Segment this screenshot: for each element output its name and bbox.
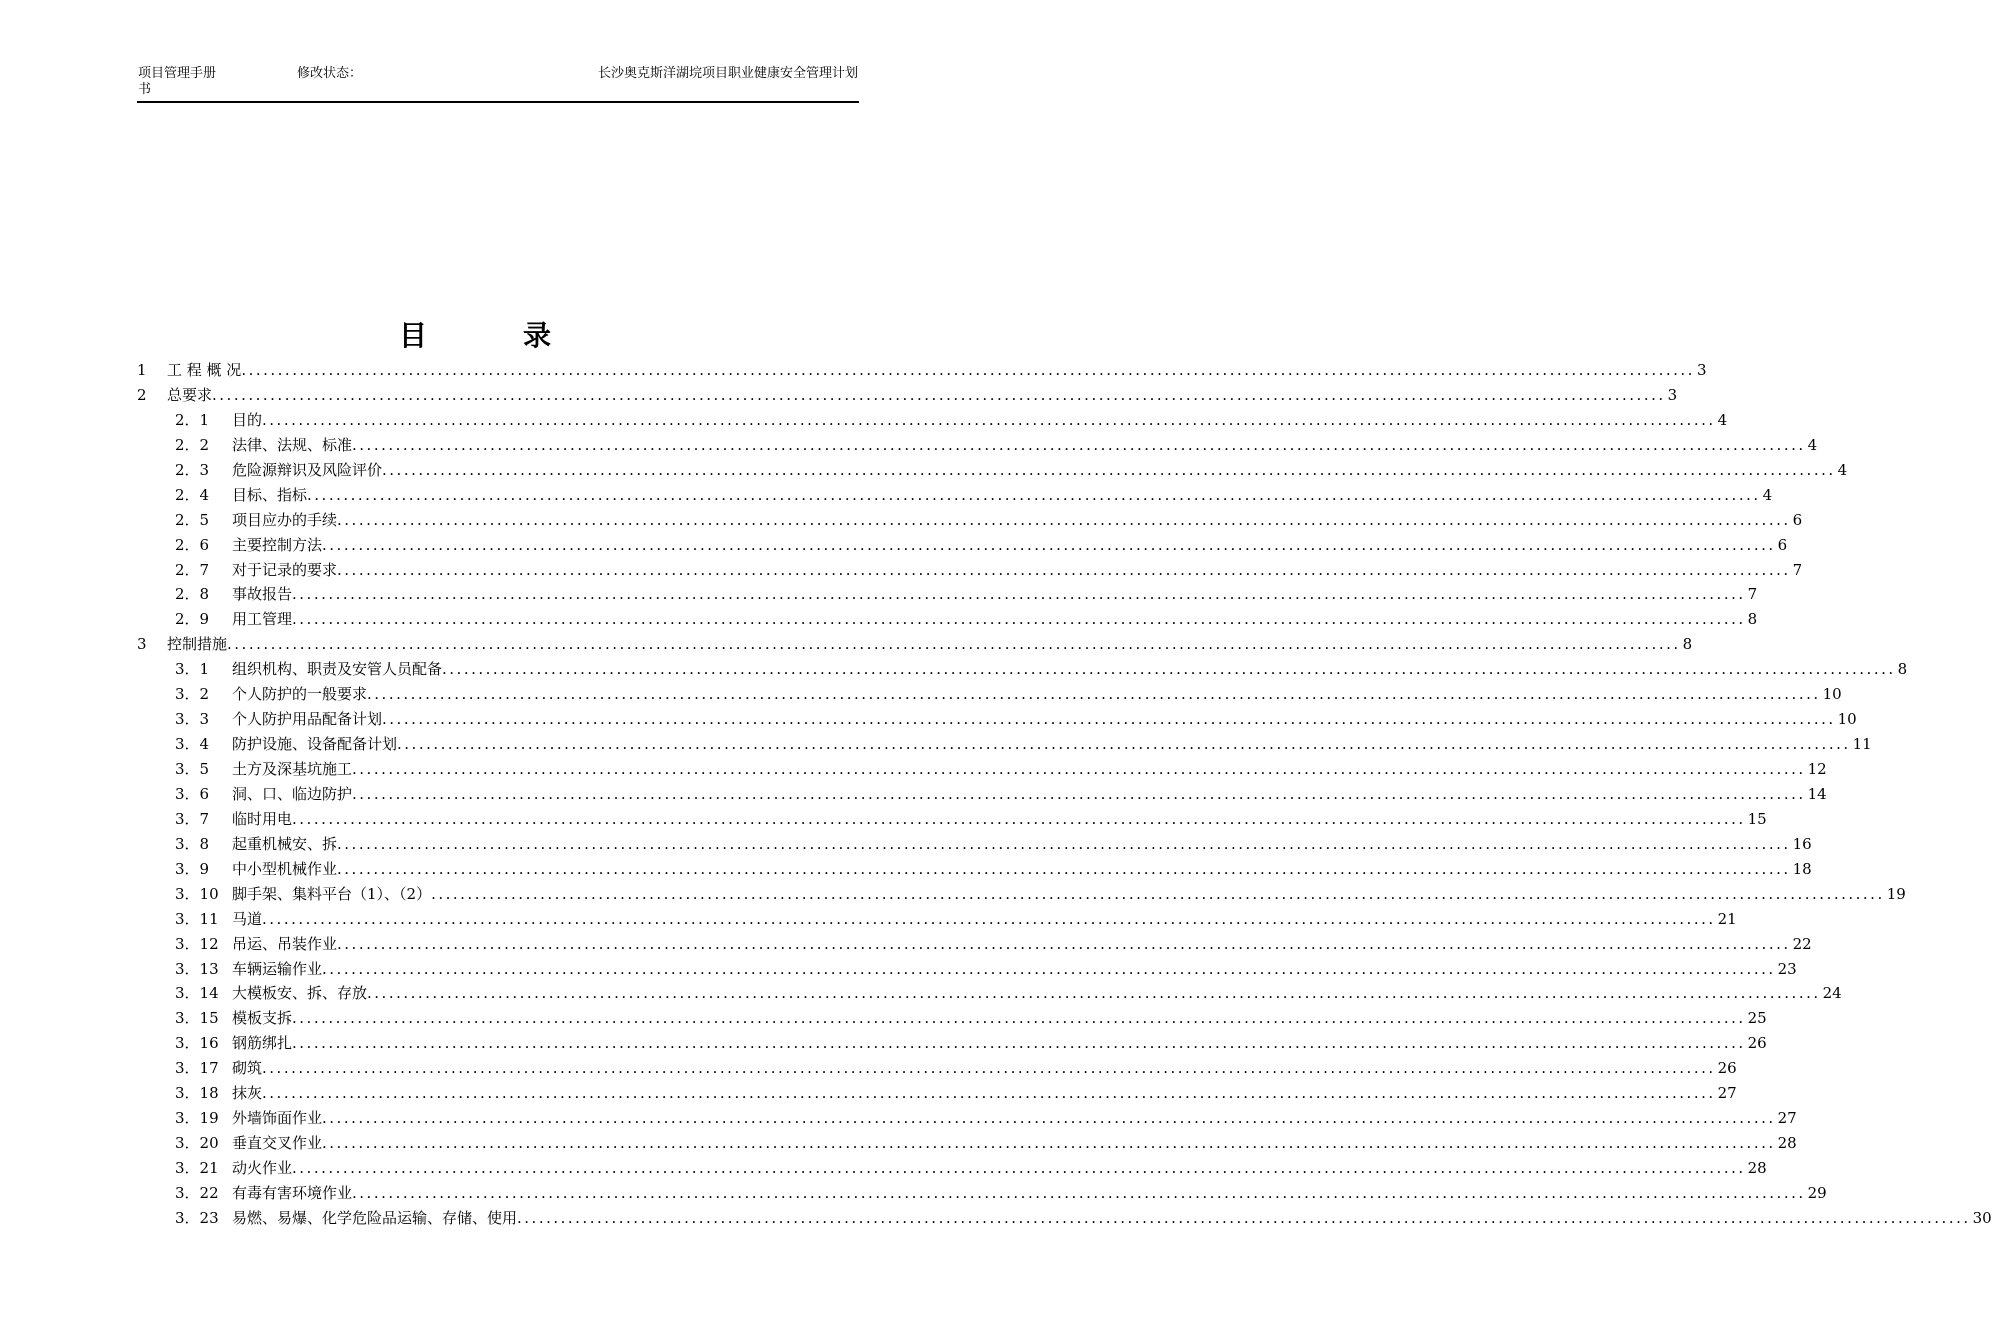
toc-leader-dots: ........................................................................................................................................................................................................ <box>367 984 1821 1003</box>
toc-entry-label: 组织机构、职责及安管人员配备 <box>232 660 443 679</box>
toc-entry[interactable] <box>137 757 1827 782</box>
header-revision-status: 修改状态： <box>297 66 363 81</box>
toc-entry-page: 21 <box>1717 909 1737 928</box>
toc-leader-dots: ........................................................................................................................................................................................................ <box>442 660 1896 679</box>
toc-leader-dots: ........................................................................................................................................................................................................ <box>337 560 1791 579</box>
toc-entry[interactable] <box>137 707 1857 732</box>
toc-entry-line <box>232 832 1812 857</box>
toc-entry-number: 2．4 <box>175 485 210 504</box>
toc-entry-page: 26 <box>1747 1034 1767 1053</box>
toc-leader-dots: ........................................................................................................................................................................................................ <box>322 1134 1776 1153</box>
toc-entry-page: 4 <box>1717 410 1728 429</box>
toc-leader-dots: ........................................................................................................................................................................................................ <box>212 385 1666 404</box>
toc-entry-line <box>232 607 1758 632</box>
toc-entry-label: 法律、法规、标准 <box>232 435 353 454</box>
toc-entry-label: 防护设施、设备配备计划 <box>232 735 398 754</box>
toc-entry-line <box>232 1181 1827 1206</box>
toc-entry-label: 动火作业 <box>232 1159 293 1177</box>
toc-leader-dots: ........................................................................................................................................................................................................ <box>337 834 1791 853</box>
toc-entry-page: 3 <box>1696 361 1707 379</box>
toc-entry[interactable] <box>137 1156 1767 1181</box>
toc-leader-dots: ........................................................................................................................................................................................................ <box>322 959 1776 978</box>
toc-entry-line <box>232 1031 1767 1056</box>
toc-entry-number: 2．1 <box>175 410 210 429</box>
toc-entry-line <box>232 857 1812 882</box>
toc-entry-label: 外墙饰面作业 <box>232 1109 323 1128</box>
toc-entry-line <box>167 383 1678 408</box>
toc-entry-page: 4 <box>1762 485 1773 504</box>
toc-entry-label: 车辆运输作业 <box>232 959 323 978</box>
toc-entry[interactable] <box>137 657 1908 682</box>
toc-entry-number: 3．17 <box>175 1059 219 1078</box>
toc-entry-page: 18 <box>1792 859 1812 878</box>
toc-entry-line <box>232 483 1773 508</box>
toc-entry-number: 3．5 <box>175 760 210 778</box>
toc-entry-label: 目标、指标 <box>232 485 308 504</box>
toc-entry[interactable] <box>137 408 1728 433</box>
toc-leader-dots: ........................................................................................................................................................................................................ <box>262 1059 1716 1078</box>
toc-entry[interactable] <box>137 932 1812 957</box>
toc-entry-line <box>232 657 1908 682</box>
toc-entry-label: 起重机械安、拆 <box>232 834 338 853</box>
toc-entry-number: 3．9 <box>175 859 210 878</box>
toc-entry-line <box>232 1056 1737 1081</box>
toc-leader-dots: ........................................................................................................................................................................................................ <box>307 485 1761 504</box>
toc-entry-number: 3．3 <box>175 710 210 729</box>
toc-entry-line <box>232 582 1758 607</box>
toc-leader-dots: ........................................................................................................................................................................................................ <box>397 735 1851 754</box>
toc-entry[interactable] <box>137 1031 1767 1056</box>
toc-entry-number: 3．7 <box>175 809 210 828</box>
toc-title <box>0 314 950 354</box>
toc-entry-line <box>232 408 1728 433</box>
toc-entry-number: 3．4 <box>175 735 210 754</box>
toc-entry-line <box>167 632 1693 657</box>
toc-entry-line <box>232 732 1872 757</box>
toc-entry[interactable] <box>137 632 1693 657</box>
toc-entry[interactable] <box>137 807 1767 832</box>
toc-leader-dots: ........................................................................................................................................................................................................ <box>227 635 1681 654</box>
toc-entry-page: 19 <box>1886 884 1906 903</box>
toc-entry[interactable] <box>137 433 1818 458</box>
toc-entry[interactable] <box>137 882 1906 907</box>
toc-leader-dots: ........................................................................................................................................................................................................ <box>292 1034 1746 1053</box>
toc-entry-line <box>232 433 1818 458</box>
toc-entry-line <box>232 782 1827 807</box>
toc-entry-page: 24 <box>1822 984 1842 1003</box>
toc-entry-line <box>232 508 1803 533</box>
toc-entry-label: 大模板安、拆、存放 <box>232 984 368 1003</box>
toc-entry-page: 8 <box>1897 660 1908 679</box>
toc-entry-label: 对于记录的要求 <box>232 560 338 579</box>
toc-leader-dots: ........................................................................................................................................................................................................ <box>292 610 1746 629</box>
toc-entry-label: 吊运、吊装作业 <box>232 934 338 953</box>
toc-entry-number: 2．7 <box>175 560 210 579</box>
toc-entry-line <box>232 932 1812 957</box>
toc-leader-dots: ........................................................................................................................................................................................................ <box>241 361 1695 379</box>
toc-entry[interactable] <box>137 1081 1737 1106</box>
toc-leader-dots: ........................................................................................................................................................................................................ <box>337 934 1791 953</box>
toc-entry-page: 11 <box>1852 735 1872 754</box>
toc-leader-dots: ........................................................................................................................................................................................................ <box>431 884 1885 903</box>
toc-entry-page: 14 <box>1807 784 1827 803</box>
toc-entry-line <box>232 907 1737 932</box>
toc-entry-label: 项目应办的手续 <box>232 510 338 529</box>
toc-leader-dots: ........................................................................................................................................................................................................ <box>337 510 1791 529</box>
toc-entry-number: 3．18 <box>175 1084 219 1103</box>
toc-entry-label: 模板支拆 <box>232 1009 293 1028</box>
toc-entry-number: 3．16 <box>175 1034 219 1053</box>
toc-entry-number: 3．12 <box>175 934 219 953</box>
toc-leader-dots: ........................................................................................................................................................................................................ <box>352 1183 1806 1202</box>
toc-leader-dots: ........................................................................................................................................................................................................ <box>292 809 1746 828</box>
toc-entry[interactable] <box>137 533 1788 558</box>
toc-entry[interactable] <box>137 907 1737 932</box>
toc-entry[interactable] <box>137 1056 1737 1081</box>
toc-entry-number: 2．2 <box>175 435 210 454</box>
toc-entry-page: 29 <box>1807 1183 1827 1202</box>
toc-entry-line <box>232 1206 1992 1231</box>
toc-entry-number: 3．23 <box>175 1208 219 1227</box>
toc-entry[interactable] <box>137 1006 1767 1031</box>
toc-entry-line <box>232 757 1827 782</box>
toc-entry-page: 15 <box>1747 809 1767 828</box>
toc-entry-page: 27 <box>1717 1084 1737 1103</box>
toc-leader-dots: ........................................................................................................................................................................................................ <box>322 1109 1776 1128</box>
toc-entry-page: 3 <box>1667 385 1678 404</box>
toc-entry[interactable] <box>137 782 1827 807</box>
toc-entry-label: 控制措施 <box>167 635 228 654</box>
toc-entry-label: 钢筋绑扎 <box>232 1034 293 1053</box>
toc-leader-dots: ........................................................................................................................................................................................................ <box>292 1009 1746 1028</box>
toc-entry-line <box>232 1006 1767 1031</box>
toc-entry-page: 7 <box>1747 585 1758 604</box>
toc-leader-dots: ........................................................................................................................................................................................................ <box>352 784 1806 803</box>
toc-entry[interactable] <box>137 832 1812 857</box>
header-divider <box>137 101 859 103</box>
toc-leader-dots: ........................................................................................................................................................................................................ <box>262 410 1716 429</box>
toc-entry[interactable] <box>137 508 1803 533</box>
toc-leader-dots: ........................................................................................................................................................................................................ <box>382 710 1836 729</box>
toc-entry-label: 个人防护的一般要求 <box>232 685 368 704</box>
toc-entry-line <box>232 882 1906 907</box>
toc-entry-line <box>232 957 1797 982</box>
toc-entry-page: 30 <box>1972 1208 1992 1227</box>
toc-entry[interactable] <box>137 732 1872 757</box>
toc-entry-page: 22 <box>1792 934 1812 953</box>
toc-leader-dots: ........................................................................................................................................................................................................ <box>262 909 1716 928</box>
toc-entry-number: 3．10 <box>175 884 219 903</box>
toc-entry-line <box>232 1106 1797 1131</box>
toc-entry-label: 主要控制方法 <box>232 535 323 554</box>
toc-entry-number: 3．11 <box>175 909 219 928</box>
toc-entry-number: 2．5 <box>175 510 210 529</box>
toc-leader-dots: ........................................................................................................................................................................................................ <box>382 460 1836 479</box>
toc-entry-number: 3．21 <box>175 1159 219 1177</box>
toc-entry-number: 2．8 <box>175 585 210 604</box>
toc-entry[interactable] <box>137 957 1797 982</box>
toc-entry-label: 抹灰 <box>232 1084 263 1103</box>
toc-entry-number: 3．13 <box>175 959 219 978</box>
toc-entry-page: 8 <box>1747 610 1758 629</box>
toc-entry-number: 3．20 <box>175 1134 219 1153</box>
header-manual-title: 项目管理手册书 <box>138 66 217 97</box>
toc-leader-dots: ........................................................................................................................................................................................................ <box>322 535 1776 554</box>
toc-entry-number: 3．8 <box>175 834 210 853</box>
toc-entry-page: 23 <box>1777 959 1797 978</box>
toc-entry-line <box>232 1081 1737 1106</box>
toc-entry-number: 3．1 <box>175 660 210 679</box>
toc-leader-dots: ........................................................................................................................................................................................................ <box>337 859 1791 878</box>
toc-entry-line <box>232 533 1788 558</box>
toc-entry-page: 4 <box>1837 460 1848 479</box>
toc-entry-label: 总要求 <box>167 385 213 404</box>
toc-entry[interactable] <box>137 857 1812 882</box>
toc-entry-label: 土方及深基坑施工 <box>232 760 353 778</box>
toc-entry-number: 3．15 <box>175 1009 219 1028</box>
toc-leader-dots: ........................................................................................................................................................................................................ <box>517 1208 1971 1227</box>
toc-entry-line <box>232 682 1842 707</box>
toc-entry-label: 个人防护用品配备计划 <box>232 710 383 729</box>
toc-entry[interactable] <box>137 558 1803 583</box>
toc-entry-page: 28 <box>1777 1134 1797 1153</box>
toc-entry[interactable] <box>137 682 1842 707</box>
toc-entry-label: 目的 <box>232 410 263 429</box>
toc-entry-page: 10 <box>1837 710 1857 729</box>
toc-entry-page: 10 <box>1822 685 1842 704</box>
toc-entry-label: 洞、口、临边防护 <box>232 784 353 803</box>
toc-entry-number: 3．6 <box>175 784 210 803</box>
toc-entry-label: 工 程 概 况 <box>167 361 242 379</box>
toc-leader-dots: ........................................................................................................................................................................................................ <box>292 1159 1746 1177</box>
toc-entry-label: 垂直交叉作业 <box>232 1134 323 1153</box>
toc-entry[interactable] <box>137 358 1707 383</box>
toc-entry-label: 用工管理 <box>232 610 293 629</box>
toc-entry-page: 26 <box>1717 1059 1737 1078</box>
toc-entry-label: 中小型机械作业 <box>232 859 338 878</box>
toc-entry[interactable] <box>137 607 1758 632</box>
toc-entry-page: 6 <box>1792 510 1803 529</box>
toc-entry[interactable] <box>137 1206 1992 1231</box>
toc-entry-number: 2．3 <box>175 460 210 479</box>
toc-entry-number: 2 <box>137 385 147 404</box>
toc-entry-page: 16 <box>1792 834 1812 853</box>
toc-entry-number: 3．22 <box>175 1183 219 1202</box>
toc-title-char-1: 目 <box>398 319 427 352</box>
toc-entry-line <box>232 1131 1797 1156</box>
toc-title-char-2: 录 <box>523 319 552 352</box>
toc-leader-dots: ........................................................................................................................................................................................................ <box>262 1084 1716 1103</box>
toc-entry-line <box>232 1156 1767 1181</box>
toc-leader-dots: ........................................................................................................................................................................................................ <box>352 435 1806 454</box>
toc-entry-label: 事故报告 <box>232 585 293 604</box>
toc-entry[interactable] <box>137 1181 1827 1206</box>
toc-entry[interactable] <box>137 1106 1797 1131</box>
toc-entry-number: 1 <box>137 361 147 379</box>
toc-entry-number: 2．6 <box>175 535 210 554</box>
toc-entry-label: 临时用电 <box>232 809 293 828</box>
toc-entry-number: 2．9 <box>175 610 210 629</box>
toc-entry-line <box>232 807 1767 832</box>
toc-entry-line <box>232 981 1842 1006</box>
toc-entry-page: 6 <box>1777 535 1788 554</box>
toc-entry[interactable] <box>137 383 1678 408</box>
toc-entry-page: 7 <box>1792 560 1803 579</box>
toc-entry-label: 脚手架、集料平台（1）、（2） <box>232 884 432 903</box>
toc-entry-number: 3．14 <box>175 984 219 1003</box>
toc-entry-line <box>232 707 1857 732</box>
table-of-contents <box>137 358 1992 1231</box>
toc-entry-line <box>232 458 1848 483</box>
toc-entry-page: 27 <box>1777 1109 1797 1128</box>
toc-entry-page: 28 <box>1747 1159 1767 1177</box>
toc-entry[interactable] <box>137 981 1842 1006</box>
toc-leader-dots: ........................................................................................................................................................................................................ <box>367 685 1821 704</box>
toc-leader-dots: ........................................................................................................................................................................................................ <box>352 760 1806 778</box>
toc-entry-label: 危险源辩识及风险评价 <box>232 460 383 479</box>
toc-entry[interactable] <box>137 582 1758 607</box>
toc-entry-number: 3 <box>137 635 147 654</box>
toc-entry-line <box>232 558 1803 583</box>
toc-entry-page: 12 <box>1807 760 1827 778</box>
toc-entry-label: 有毒有害环境作业 <box>232 1183 353 1202</box>
toc-entry-label: 马道 <box>232 909 263 928</box>
toc-entry[interactable] <box>137 483 1773 508</box>
toc-entry-page: 8 <box>1682 635 1693 654</box>
toc-leader-dots: ........................................................................................................................................................................................................ <box>292 585 1746 604</box>
header-document-title: 长沙奥克斯洋湖垸项目职业健康安全管理计划 <box>597 66 858 81</box>
toc-entry[interactable] <box>137 1131 1797 1156</box>
toc-entry-label: 易燃、易爆、化学危险品运输、存储、使用 <box>232 1208 518 1227</box>
toc-entry-page: 4 <box>1807 435 1818 454</box>
toc-entry-number: 3．2 <box>175 685 210 704</box>
toc-entry[interactable] <box>137 458 1848 483</box>
toc-entry-label: 砌筑 <box>232 1059 263 1078</box>
toc-entry-page: 25 <box>1747 1009 1767 1028</box>
toc-entry-line <box>167 358 1707 383</box>
toc-entry-number: 3．19 <box>175 1109 219 1128</box>
